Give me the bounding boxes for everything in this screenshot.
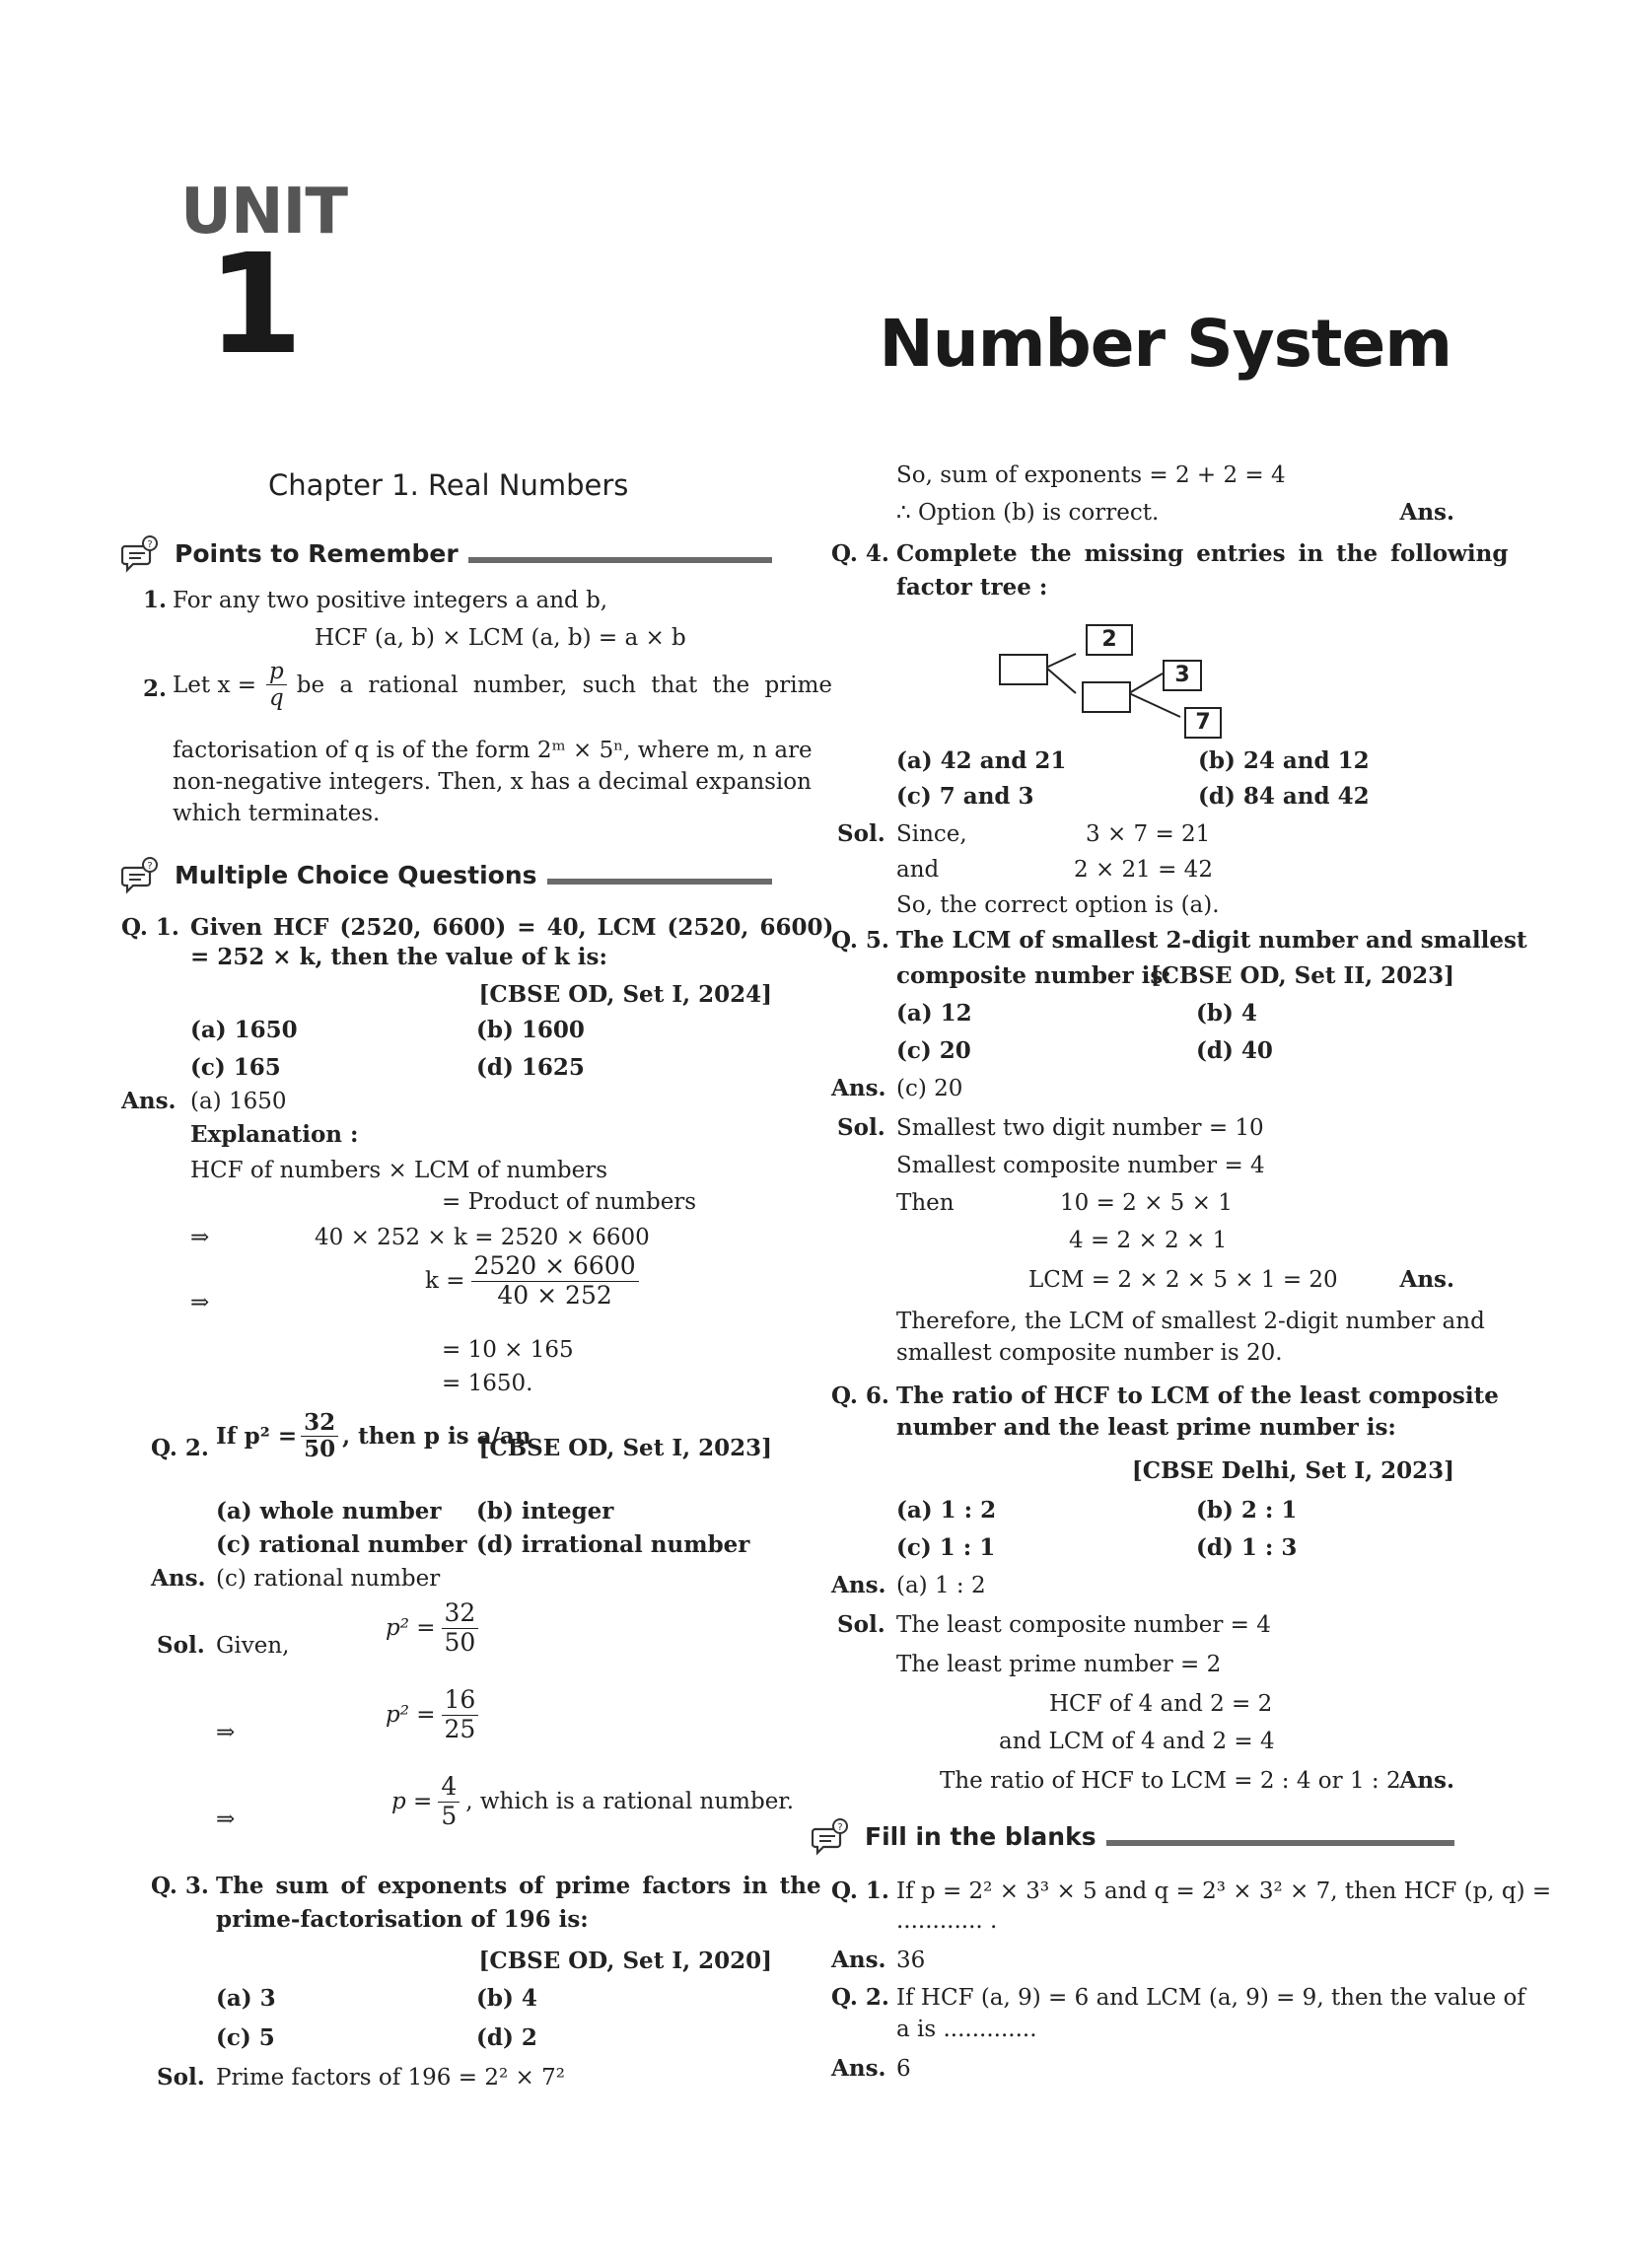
fraction-denominator: q — [269, 685, 284, 712]
answer-label: Ans. — [831, 2055, 886, 2082]
explanation-line: = 10 × 165 — [442, 1337, 574, 1363]
section-divider — [468, 557, 772, 563]
solution-text: , which is a rational number. — [465, 1789, 795, 1815]
equation-lhs: k = — [425, 1268, 465, 1295]
svg-text:?: ? — [837, 1822, 843, 1833]
answer-text: (c) rational number — [216, 1566, 441, 1592]
fraction — [471, 1252, 639, 1311]
fraction — [301, 1410, 338, 1463]
point-text — [173, 659, 832, 712]
answer-text: (a) 1650 — [190, 1089, 287, 1114]
question-label: Q. 2. — [831, 1984, 889, 2011]
point-text: non-negative integers. Then, x has a decimal expansion — [173, 769, 812, 795]
fraction — [442, 1686, 479, 1744]
option-d: (d) 1625 — [476, 1054, 585, 1081]
point-formula: HCF (a, b) × LCM (a, b) = a × b — [315, 625, 686, 651]
solution-text: Prime factors of 196 = 2² × 7² — [216, 2065, 565, 2091]
solution-text: and LCM of 4 and 2 = 4 — [999, 1729, 1275, 1754]
unit-title: Number System — [879, 306, 1451, 382]
question-text-post: , then p is a/an — [342, 1422, 531, 1450]
option-d: (d) 1 : 3 — [1196, 1534, 1298, 1561]
section-title: Fill in the blanks — [865, 1822, 1096, 1851]
option-a: (a) 42 and 21 — [896, 747, 1067, 774]
question-label: Q. 3. — [151, 1873, 209, 1899]
point-text: factorisation of q is of the form 2ᵐ × 5ⁿ, where m, n are — [173, 738, 813, 763]
option-a: (a) 1 : 2 — [896, 1497, 997, 1524]
question-text: Complete the missing entries in the following — [896, 540, 1509, 567]
question-label: Q. 4. — [831, 540, 889, 567]
point-number: 1. — [143, 587, 168, 613]
question-text: number and the least prime number is: — [896, 1414, 1396, 1441]
solution-text: LCM = 2 × 2 × 5 × 1 = 20 — [1028, 1267, 1338, 1293]
solution-label: Sol. — [837, 1611, 885, 1638]
solution-line — [386, 1686, 478, 1744]
unit-label: UNIT — [180, 176, 347, 248]
factor-tree-blank-root — [999, 654, 1048, 685]
speech-bubble-icon — [812, 1817, 851, 1857]
point-text-post: be a rational number, such that the prime — [296, 672, 833, 698]
option-a: (a) 12 — [896, 1000, 972, 1027]
solution-text: Smallest composite number = 4 — [896, 1153, 1265, 1178]
factor-tree-blank-mid — [1082, 681, 1131, 713]
question-source: [CBSE OD, Set I, 2023] — [478, 1435, 772, 1461]
question-label: Q. 2. — [151, 1435, 209, 1461]
point-text: For any two positive integers a and b, — [173, 588, 608, 613]
explanation-line: = 1650. — [442, 1371, 533, 1396]
solution-text: Smallest two digit number = 10 — [896, 1115, 1264, 1141]
option-b: (b) 2 : 1 — [1196, 1497, 1298, 1524]
option-d: (d) 2 — [476, 2024, 537, 2051]
factor-tree-node-3: 3 — [1163, 660, 1202, 691]
question-text: = 252 × k, then the value of k is: — [190, 944, 607, 970]
option-c: (c) 20 — [896, 1037, 971, 1064]
speech-bubble-icon — [121, 856, 161, 895]
option-b: (b) 1600 — [476, 1017, 585, 1043]
question-label: Q. 1. — [121, 914, 179, 941]
solution-text: 4 = 2 × 2 × 1 — [1069, 1228, 1228, 1253]
solution-label: Sol. — [157, 1632, 205, 1659]
question-text: If HCF (a, 9) = 6 and LCM (a, 9) = 9, then the value of — [896, 1985, 1525, 2011]
question-source: [CBSE OD, Set I, 2024] — [478, 981, 772, 1008]
implies-arrow: ⇒ — [216, 1807, 236, 1832]
solution-text: and — [896, 857, 940, 883]
option-d: (d) 84 and 42 — [1198, 783, 1370, 810]
fraction-denominator: 25 — [444, 1714, 476, 1743]
option-b: (b) integer — [476, 1498, 614, 1524]
implies-arrow: ⇒ — [216, 1720, 236, 1745]
option-a: (a) 3 — [216, 1985, 276, 2012]
question-label: Q. 6. — [831, 1382, 889, 1409]
fraction-numerator: 32 — [442, 1599, 479, 1629]
svg-text:?: ? — [147, 539, 153, 550]
equation-lhs: p = — [391, 1789, 433, 1815]
speech-bubble-icon — [121, 534, 161, 574]
question-source: [CBSE OD, Set II, 2023] — [1150, 962, 1454, 989]
solution-text: Since, — [896, 821, 967, 847]
question-text: The LCM of smallest 2-digit number and smallest — [896, 927, 1527, 954]
section-header-mcq — [121, 854, 772, 897]
option-b: (b) 4 — [1196, 1000, 1257, 1027]
unit-number: 1 — [207, 225, 304, 386]
solution-label: Sol. — [837, 1114, 885, 1141]
right-column — [831, 459, 1552, 2115]
section-header-points — [121, 532, 772, 576]
fraction — [438, 1773, 460, 1831]
solution-text: HCF of 4 and 2 = 2 — [1049, 1691, 1273, 1717]
solution-line — [386, 1599, 478, 1658]
factor-tree-node-7: 7 — [1184, 707, 1222, 739]
answer-label: Ans. — [831, 1075, 886, 1101]
solution-text: The least prime number = 2 — [896, 1652, 1222, 1677]
left-column — [121, 532, 834, 2110]
fraction — [266, 659, 287, 712]
question-text: If p = 2² × 3³ × 5 and q = 2³ × 3² × 7, then HCF (p, q) = — [896, 1878, 1552, 1904]
question-source: [CBSE Delhi, Set I, 2023] — [1131, 1457, 1454, 1484]
question-text: factor tree : — [896, 574, 1048, 601]
answer-tag: Ans. — [1399, 499, 1454, 526]
section-divider — [1106, 1840, 1454, 1846]
fraction-denominator: 50 — [304, 1436, 336, 1463]
point-text: which terminates. — [173, 801, 381, 826]
answer-label: Ans. — [831, 1947, 886, 1973]
chapter-title: Chapter 1. Real Numbers — [268, 468, 629, 502]
question-text: Given HCF (2520, 6600) = 40, LCM (2520, 6600) — [190, 914, 834, 941]
option-d: (d) irrational number — [476, 1531, 750, 1558]
solution-text: ∴ Option (b) is correct. — [896, 500, 1160, 526]
option-c: (c) 1 : 1 — [896, 1534, 996, 1561]
question-source: [CBSE OD, Set I, 2020] — [478, 1948, 772, 1974]
fraction-numerator: 2520 × 6600 — [471, 1252, 639, 1282]
solution-text: 3 × 7 = 21 — [1086, 821, 1211, 847]
answer-text: 36 — [896, 1948, 926, 1973]
fraction-denominator: 40 × 252 — [497, 1280, 612, 1310]
question-text: a is ............. — [896, 2017, 1037, 2042]
option-c: (c) 165 — [190, 1054, 281, 1081]
explanation-line: = Product of numbers — [442, 1189, 697, 1215]
section-title: Points to Remember — [175, 539, 459, 568]
option-c: (c) rational number — [216, 1531, 467, 1558]
solution-label: Sol. — [157, 2064, 205, 2091]
option-b: (b) 4 — [476, 1985, 537, 2012]
option-c: (c) 7 and 3 — [896, 783, 1034, 810]
explanation-line: 40 × 252 × k = 2520 × 6600 — [315, 1225, 650, 1250]
section-header-fill — [812, 1815, 1454, 1859]
solution-text: 10 = 2 × 5 × 1 — [1060, 1190, 1233, 1216]
option-d: (d) 40 — [1196, 1037, 1273, 1064]
solution-text: So, sum of exponents = 2 + 2 = 4 — [896, 462, 1286, 488]
answer-text: (c) 20 — [896, 1076, 963, 1101]
fraction-numerator: p — [266, 659, 287, 685]
solution-text: 2 × 21 = 42 — [1074, 857, 1213, 883]
option-c: (c) 5 — [216, 2024, 275, 2051]
fraction-denominator: 5 — [441, 1801, 458, 1830]
explanation-line: HCF of numbers × LCM of numbers — [190, 1158, 608, 1183]
solution-label: Sol. — [837, 820, 885, 847]
point-number: 2. — [143, 675, 168, 702]
question-label: Q. 5. — [831, 927, 889, 954]
answer-tag: Ans. — [1399, 1767, 1454, 1794]
factor-tree-node-2: 2 — [1086, 624, 1133, 656]
option-b: (b) 24 and 12 — [1198, 747, 1370, 774]
fraction-denominator: 50 — [444, 1627, 476, 1657]
question-text: The ratio of HCF to LCM of the least composite — [896, 1382, 1499, 1409]
question-text: prime-factorisation of 196 is: — [216, 1906, 589, 1933]
fraction — [442, 1599, 479, 1658]
fraction-numerator: 32 — [301, 1410, 338, 1437]
fraction-numerator: 16 — [442, 1686, 479, 1716]
question-text-pre: If p² = — [216, 1422, 298, 1450]
question-text: composite number is: — [896, 962, 1171, 989]
equation-lhs: p² = — [386, 1702, 436, 1729]
solution-text: Given, — [216, 1633, 290, 1659]
explanation-label: Explanation : — [190, 1121, 359, 1148]
fraction-numerator: 4 — [438, 1773, 460, 1803]
answer-label: Ans. — [151, 1565, 206, 1592]
svg-text:?: ? — [147, 861, 153, 872]
solution-line — [391, 1773, 794, 1831]
answer-text: 6 — [896, 2056, 911, 2082]
section-divider — [547, 879, 772, 885]
implies-arrow: ⇒ — [190, 1290, 210, 1315]
solution-text: The least composite number = 4 — [896, 1612, 1271, 1638]
section-title: Multiple Choice Questions — [175, 861, 537, 889]
factor-tree — [999, 624, 1236, 739]
equation-lhs: p² = — [386, 1615, 436, 1642]
question-text: The sum of exponents of prime factors in the — [216, 1873, 821, 1899]
solution-text: The ratio of HCF to LCM = 2 : 4 or 1 : 2 — [940, 1768, 1401, 1794]
implies-arrow: ⇒ — [190, 1225, 210, 1250]
solution-text: smallest composite number is 20. — [896, 1340, 1283, 1366]
answer-label: Ans. — [121, 1088, 177, 1114]
answer-text: (a) 1 : 2 — [896, 1573, 986, 1598]
answer-label: Ans. — [831, 1572, 886, 1598]
question-label: Q. 1. — [831, 1878, 889, 1904]
option-a: (a) 1650 — [190, 1017, 298, 1043]
answer-tag: Ans. — [1399, 1266, 1454, 1293]
solution-text: Therefore, the LCM of smallest 2-digit number and — [896, 1309, 1485, 1334]
option-a: (a) whole number — [216, 1498, 442, 1524]
solution-text: Then — [896, 1190, 955, 1216]
solution-text: So, the correct option is (a). — [896, 892, 1220, 918]
question-text: ............ . — [896, 1908, 998, 1934]
explanation-line — [425, 1252, 639, 1311]
point-text-pre: Let x = — [173, 672, 256, 698]
